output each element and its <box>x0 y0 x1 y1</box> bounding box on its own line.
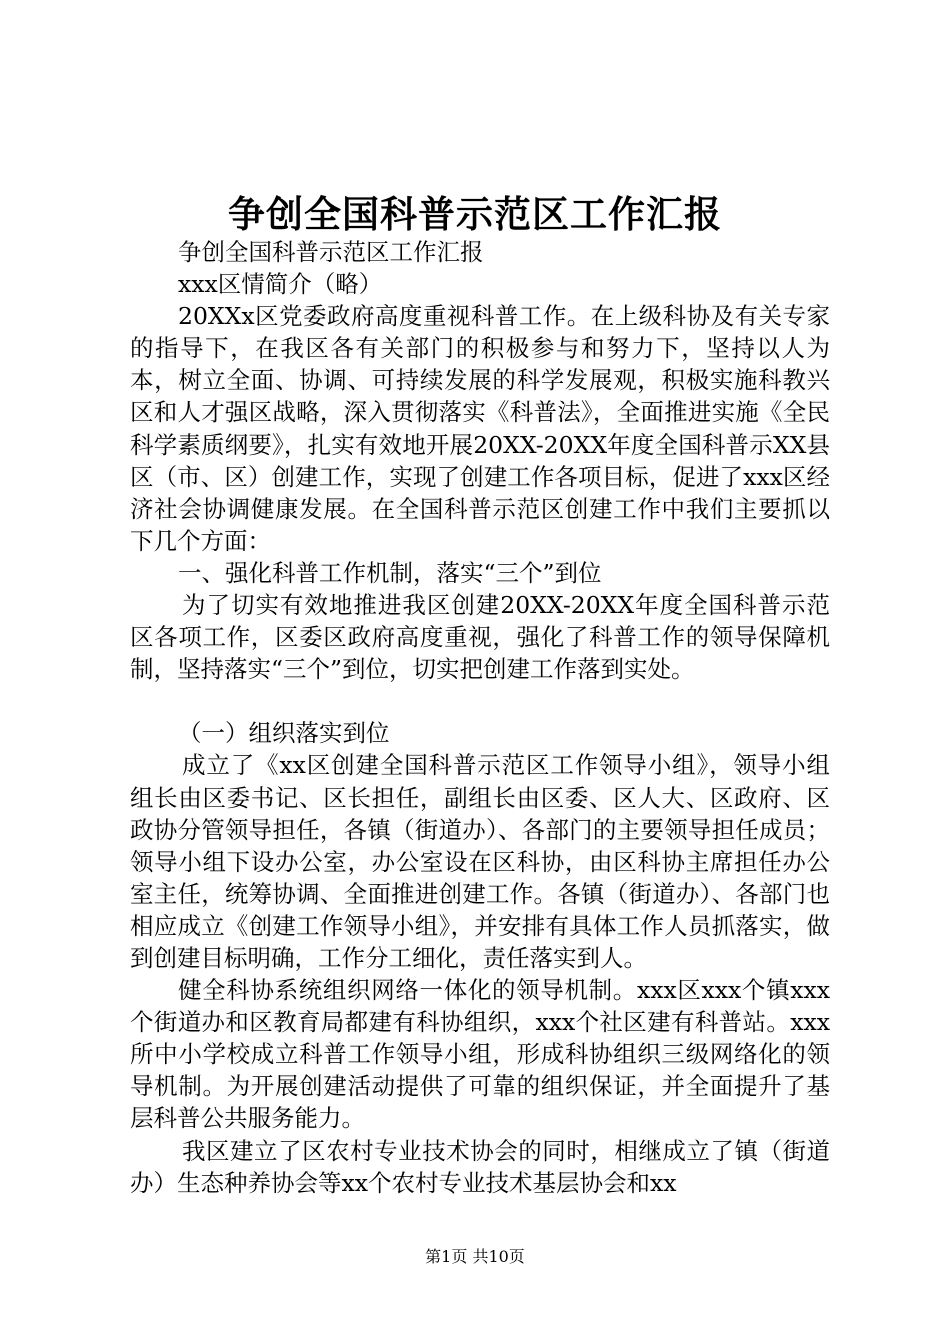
paragraph-spacer <box>130 685 830 717</box>
paragraph-rural-associations: 我区建立了区农村专业技术协会的同时，相继成立了镇（街道办）生态种养协会等xx个农村专业技术基层协会和xx <box>130 1136 830 1197</box>
document-title: 争创全国科普示范区工作汇报 <box>228 192 722 236</box>
paragraph-district-intro: xxx区情简介（略） <box>178 270 383 299</box>
subsection-heading-1: （一）组织落实到位 <box>178 719 390 748</box>
paragraph-subtitle: 争创全国科普示范区工作汇报 <box>178 238 484 266</box>
paragraph-overview: 20XXx区党委政府高度重视科普工作。在上级科协及有关专家的指导下，在我区各有关部门的积极参与和努力下，坚持以人为本，树立全面、协调、可持续发展的科学发展观，积极实施科教兴区和人才强区战略，深入贯彻落实《科普法》，全面推进实施《全民科学素质纲要》，扎实有效地开展20XX-20XX年度全国科普示XX县区（市、区）创建工作，实现了创建工作各项目标，促进了xxx区经济社会协调健康发展。在全国科普示范区创建工作中我们主要抓以下几个方面： <box>130 302 830 555</box>
section-heading-1: 一、强化科普工作机制，落实“三个”到位 <box>178 558 602 587</box>
paragraph-leadership-group: 成立了《xx区创建全国科普示范区工作领导小组》，领导小组组长由区委书记、区长担任，副组长由区委、区人大、区政府、区政协分管领导担任，各镇（街道办）、各部门的主要领导担任成员；领导小组下设办公室，办公室设在区科协，由区科协主席担任办公室主任，统筹协调、全面推进创建工作。各镇（街道办）、各部门也相应成立《创建工作领导小组》，并安排有具体工作人员抓落实，做到创建目标明确，工作分工细化，责任落实到人。 <box>130 751 830 972</box>
page-footer: 第1页 共10页 <box>425 1247 525 1266</box>
paragraph-section-1-intro: 为了切实有效地推进我区创建20XX-20XX年度全国科普示范区各项工作，区委区政府高度重视，强化了科普工作的领导保障机制，坚持落实“三个”到位，切实把创建工作落到实处。 <box>130 591 830 684</box>
document-body <box>130 236 830 1199</box>
paragraph-network: 健全科协系统组织网络一体化的领导机制。xxx区xxx个镇xxx个街道办和区教育局都建有科协组织，xxx个社区建有科普站。xxx所中小学校成立科普工作领导小组，形成科协组织三级网络化的领导机制。为开展创建活动提供了可靠的组织保证，并全面提升了基层科普公共服务能力。 <box>130 976 830 1133</box>
